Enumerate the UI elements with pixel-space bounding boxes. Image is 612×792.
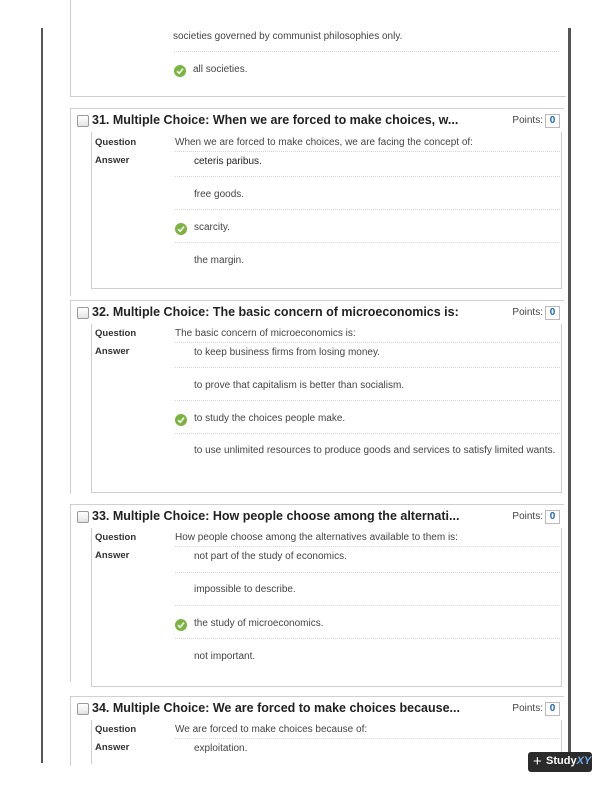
question-34	[70, 696, 566, 766]
question-header	[71, 300, 564, 325]
question-partial	[70, 0, 566, 97]
answer-option-correct: all societies.	[193, 64, 248, 75]
answer-option-correct: the study of microeconomics.	[194, 618, 324, 629]
question-body	[91, 528, 562, 687]
answer-option: free goods.	[194, 189, 245, 200]
answer-option: to use unlimited resources to produce goods and services to satisfy limited wants.	[194, 445, 556, 456]
points-field	[512, 306, 560, 320]
points-field	[512, 702, 560, 716]
answer-option: to keep business firms from losing money.	[194, 347, 381, 358]
correct-check-icon	[175, 619, 187, 631]
answer-option-correct: to study the choices people make.	[194, 413, 346, 424]
question-32	[70, 300, 566, 494]
question-title[interactable]: 31. Multiple Choice: When we are forced to make choices, w...	[92, 113, 459, 127]
points-field	[512, 510, 560, 524]
answer-option: not important.	[194, 651, 256, 662]
correct-check-icon	[175, 414, 187, 426]
answer-label: Answer	[95, 550, 130, 561]
answer-option: exploitation.	[194, 743, 248, 754]
select-checkbox[interactable]	[77, 703, 89, 715]
answer-divider	[175, 209, 560, 210]
question-text: How people choose among the alternatives available to them is:	[175, 532, 458, 543]
question-body	[91, 324, 562, 493]
question-title[interactable]: 33. Multiple Choice: How people choose among the alternati...	[92, 509, 460, 523]
question-label: Question	[95, 532, 137, 543]
answer-divider	[175, 242, 560, 243]
watermark-xy: XY	[576, 755, 592, 767]
question-body	[91, 720, 562, 764]
points-label: Points:	[512, 307, 543, 318]
question-text: The basic concern of microeconomics is:	[175, 328, 356, 339]
select-checkbox[interactable]	[77, 307, 89, 319]
question-header	[71, 504, 564, 529]
select-checkbox[interactable]	[77, 511, 89, 523]
points-value[interactable]: 0	[545, 702, 560, 716]
question-label: Question	[95, 328, 137, 339]
question-header	[71, 108, 564, 133]
question-divider	[175, 342, 560, 343]
question-text: When we are forced to make choices, we are facing the concept of:	[175, 137, 473, 148]
points-field	[512, 114, 560, 128]
answer-option: societies governed by communist philosophies only.	[173, 31, 403, 42]
answer-option: ceteris paribus.	[194, 156, 262, 167]
answer-divider	[175, 367, 560, 368]
answer-option: impossible to describe.	[194, 584, 296, 595]
answer-divider	[175, 605, 560, 606]
right-page-rule	[568, 28, 571, 763]
points-label: Points:	[512, 511, 543, 522]
question-label: Question	[95, 137, 137, 148]
left-page-rule	[41, 28, 43, 763]
question-divider	[175, 738, 560, 739]
question-title[interactable]: 34. Multiple Choice: We are forced to make choices because...	[92, 701, 460, 715]
answer-option: to prove that capitalism is better than socialism.	[194, 380, 405, 391]
question-33	[70, 504, 566, 682]
points-value[interactable]: 0	[545, 114, 560, 128]
plus-icon: +	[533, 753, 542, 770]
question-title[interactable]: 32. Multiple Choice: The basic concern of microeconomics is:	[92, 305, 459, 319]
answer-label: Answer	[95, 346, 130, 357]
answer-divider	[175, 176, 560, 177]
correct-check-icon	[174, 65, 186, 77]
select-checkbox[interactable]	[77, 115, 89, 127]
question-31	[70, 108, 566, 296]
points-label: Points:	[512, 703, 543, 714]
answer-label: Answer	[95, 155, 130, 166]
question-body	[91, 132, 562, 289]
question-label: Question	[95, 724, 137, 735]
question-text: We are forced to make choices because of:	[175, 724, 368, 735]
answer-label: Answer	[95, 742, 130, 753]
points-label: Points:	[512, 115, 543, 126]
watermark-text	[546, 755, 591, 767]
question-header	[71, 696, 564, 721]
answer-option: not part of the study of economics.	[194, 551, 347, 562]
answer-option: the margin.	[194, 255, 245, 266]
answer-divider	[175, 400, 560, 401]
question-divider	[175, 546, 560, 547]
studyxy-watermark	[528, 752, 592, 772]
answer-divider	[174, 51, 559, 52]
answer-divider	[175, 433, 560, 434]
points-value[interactable]: 0	[545, 510, 560, 524]
answer-option-correct: scarcity.	[194, 222, 230, 233]
points-value[interactable]: 0	[545, 306, 560, 320]
question-divider	[175, 151, 560, 152]
answer-divider	[175, 638, 560, 639]
correct-check-icon	[175, 223, 187, 235]
answer-divider	[175, 572, 560, 573]
watermark-study: Study	[546, 755, 577, 767]
